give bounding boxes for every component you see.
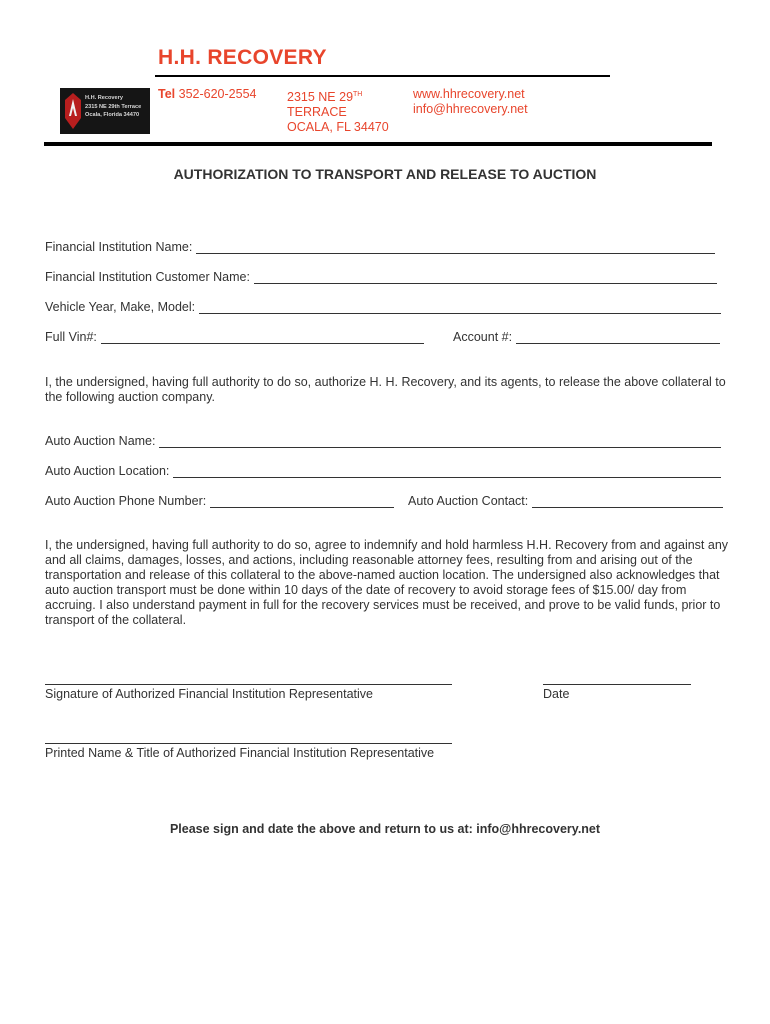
address-block <box>287 87 389 135</box>
address-line-3: OCALA, FL 34470 <box>287 120 389 134</box>
vehicle-input[interactable] <box>199 301 721 314</box>
logo-text <box>85 94 147 120</box>
logo-text-line: 2315 NE 29th Terrace <box>85 103 142 110</box>
auction-name-input[interactable] <box>159 435 721 448</box>
field-auction-contact <box>408 494 723 508</box>
return-instruction: Please sign and date the above and return to us at: info@hhrecovery.net <box>169 822 601 836</box>
email-link[interactable]: info@hhrecovery.net <box>413 102 528 116</box>
vin-input[interactable] <box>101 331 424 344</box>
auction-location-input[interactable] <box>173 465 721 478</box>
logo-text-line: H.H. Recovery <box>85 95 123 101</box>
address-street: 2315 NE 29 <box>287 90 354 104</box>
indemnify-paragraph: I, the undersigned, having full authority to do so, agree to indemnify and hold harmless H.H. Recovery from and against any and all claims, damages, losses, and actions, including reasonable attorney fees, resulting from and arising out of the transportation and release of this collateral to the above-named auction location. The undersigned also acknowledges that auto auction transport must be done within 10 days of the date of recovery to avoid storage fees of $15.00/ day from accruing. I also understand payment in full for the recovery services must be received, and prove to be valid funds, prior to transport of the collateral. <box>45 538 729 627</box>
field-label: Auto Auction Name: <box>45 434 156 448</box>
field-vin <box>45 330 424 344</box>
field-label: Full Vin#: <box>45 330 97 344</box>
address-superscript: TH <box>353 91 363 98</box>
phone-number: 352-620-2554 <box>178 87 257 101</box>
contact-block <box>413 87 528 117</box>
address-line-1 <box>287 87 389 105</box>
date-label: Date <box>543 687 570 701</box>
field-account <box>453 330 720 344</box>
logo-text-line: Ocala, Florida 34470 <box>85 112 140 118</box>
logo-shield-icon <box>64 92 82 130</box>
customer-name-input[interactable] <box>254 271 717 284</box>
field-label: Auto Auction Contact: <box>408 494 529 508</box>
field-auction-location <box>45 464 721 478</box>
field-label: Financial Institution Customer Name: <box>45 270 250 284</box>
header-divider <box>44 142 712 146</box>
auction-phone-input[interactable] <box>210 495 394 508</box>
financial-institution-name-input[interactable] <box>196 241 715 254</box>
phone-label: Tel <box>158 87 176 101</box>
field-label: Financial Institution Name: <box>45 240 193 254</box>
company-name: H.H. RECOVERY <box>158 46 327 69</box>
signature-line[interactable] <box>45 684 452 685</box>
printed-name-label: Printed Name & Title of Authorized Financial Institution Representative <box>45 746 435 760</box>
field-vehicle <box>45 300 721 314</box>
address-line-2: TERRACE <box>287 105 347 119</box>
phone-block <box>158 87 256 101</box>
date-line[interactable] <box>543 684 691 685</box>
account-input[interactable] <box>516 331 720 344</box>
field-label: Vehicle Year, Make, Model: <box>45 300 196 314</box>
field-financial-institution-name <box>45 240 715 254</box>
printed-name-line[interactable] <box>45 743 452 744</box>
field-customer-name <box>45 270 717 284</box>
title-underline <box>155 75 610 77</box>
field-label: Auto Auction Phone Number: <box>45 494 207 508</box>
field-label: Auto Auction Location: <box>45 464 170 478</box>
authorization-paragraph: I, the undersigned, having full authority to do so, authorize H. H. Recovery, and its agents, to release the above collateral to the following auction company. <box>45 375 726 404</box>
auction-contact-input[interactable] <box>532 495 723 508</box>
company-logo <box>60 88 150 134</box>
field-auction-name <box>45 434 721 448</box>
website-link[interactable]: www.hhrecovery.net <box>413 87 525 101</box>
document-title: AUTHORIZATION TO TRANSPORT AND RELEASE TO AUCTION <box>173 166 597 182</box>
signature-label: Signature of Authorized Financial Institution Representative <box>45 687 373 701</box>
field-label: Account #: <box>453 330 513 344</box>
field-auction-phone <box>45 494 394 508</box>
